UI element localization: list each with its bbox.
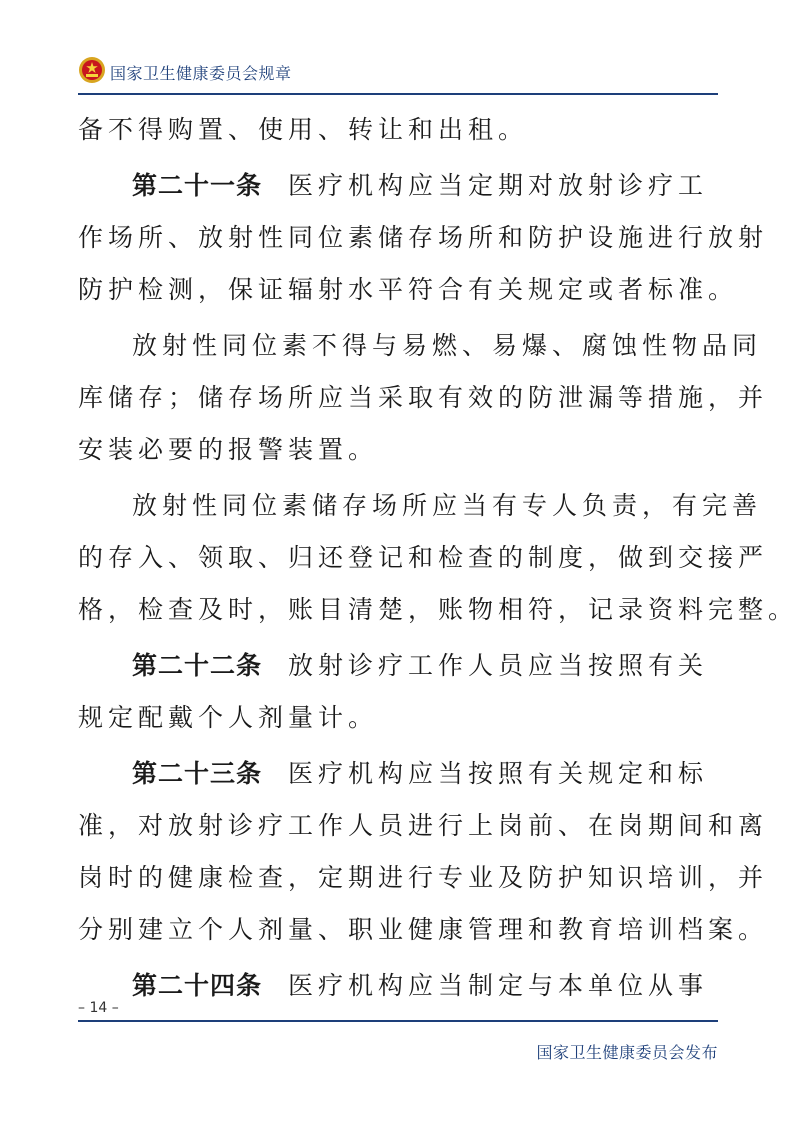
article-21-text: 医疗机构应当定期对放射诊疗工: [288, 171, 709, 200]
page-header: [78, 53, 718, 95]
article-23-text: 医疗机构应当按照有关规定和标: [288, 759, 709, 788]
paragraph-line: 放射性同位素储存场所应当有专人负责，有完善: [132, 491, 763, 520]
paragraph-line: 分别建立个人剂量、职业健康管理和教育培训档案。: [78, 915, 769, 944]
footer-divider: [78, 1020, 718, 1022]
article-21-line: [78, 160, 718, 212]
document-body: [78, 104, 798, 1012]
paragraph-line: 安装必要的报警装置。: [78, 435, 379, 464]
paragraph-line: 格，检查及时，账目清楚，账物相符，记录资料完整。: [78, 595, 798, 624]
article-23-line: [78, 748, 718, 800]
article-22-text: 放射诊疗工作人员应当按照有关: [288, 651, 709, 680]
header-divider: [78, 93, 718, 95]
paragraph-line: 库储存；储存场所应当采取有效的防泄漏等措施，并: [78, 383, 769, 412]
article-21-label: 第二十一条: [132, 171, 263, 200]
article-23-label: 第二十三条: [132, 759, 263, 788]
paragraph-line: 岗时的健康检查，定期进行专业及防护知识培训，并: [78, 863, 769, 892]
article-24-label: 第二十四条: [132, 971, 263, 1000]
paragraph-line: 放射性同位素不得与易燃、易爆、腐蚀性物品同: [132, 331, 763, 360]
paragraph-line: 作场所、放射性同位素储存场所和防护设施进行放射: [78, 223, 769, 252]
national-emblem-icon: [78, 56, 106, 84]
paragraph-line: 备不得购置、使用、转让和出租。: [78, 115, 529, 144]
paragraph-line: 的存入、领取、归还登记和检查的制度，做到交接严: [78, 543, 769, 572]
article-22-line: [78, 640, 718, 692]
article-22-label: 第二十二条: [132, 651, 263, 680]
paragraph-line: 规定配戴个人剂量计。: [78, 703, 379, 732]
page-number: – 14 –: [78, 1000, 119, 1016]
article-24-text: 医疗机构应当制定与本单位从事: [288, 971, 709, 1000]
header-title: 国家卫生健康委员会规章: [110, 64, 292, 83]
paragraph-line: 防护检测，保证辐射水平符合有关规定或者标准。: [78, 275, 739, 304]
article-24-line: [78, 960, 718, 1012]
paragraph-line: 准，对放射诊疗工作人员进行上岗前、在岗期间和离: [78, 811, 769, 840]
footer-publisher: 国家卫生健康委员会发布: [536, 1043, 718, 1062]
